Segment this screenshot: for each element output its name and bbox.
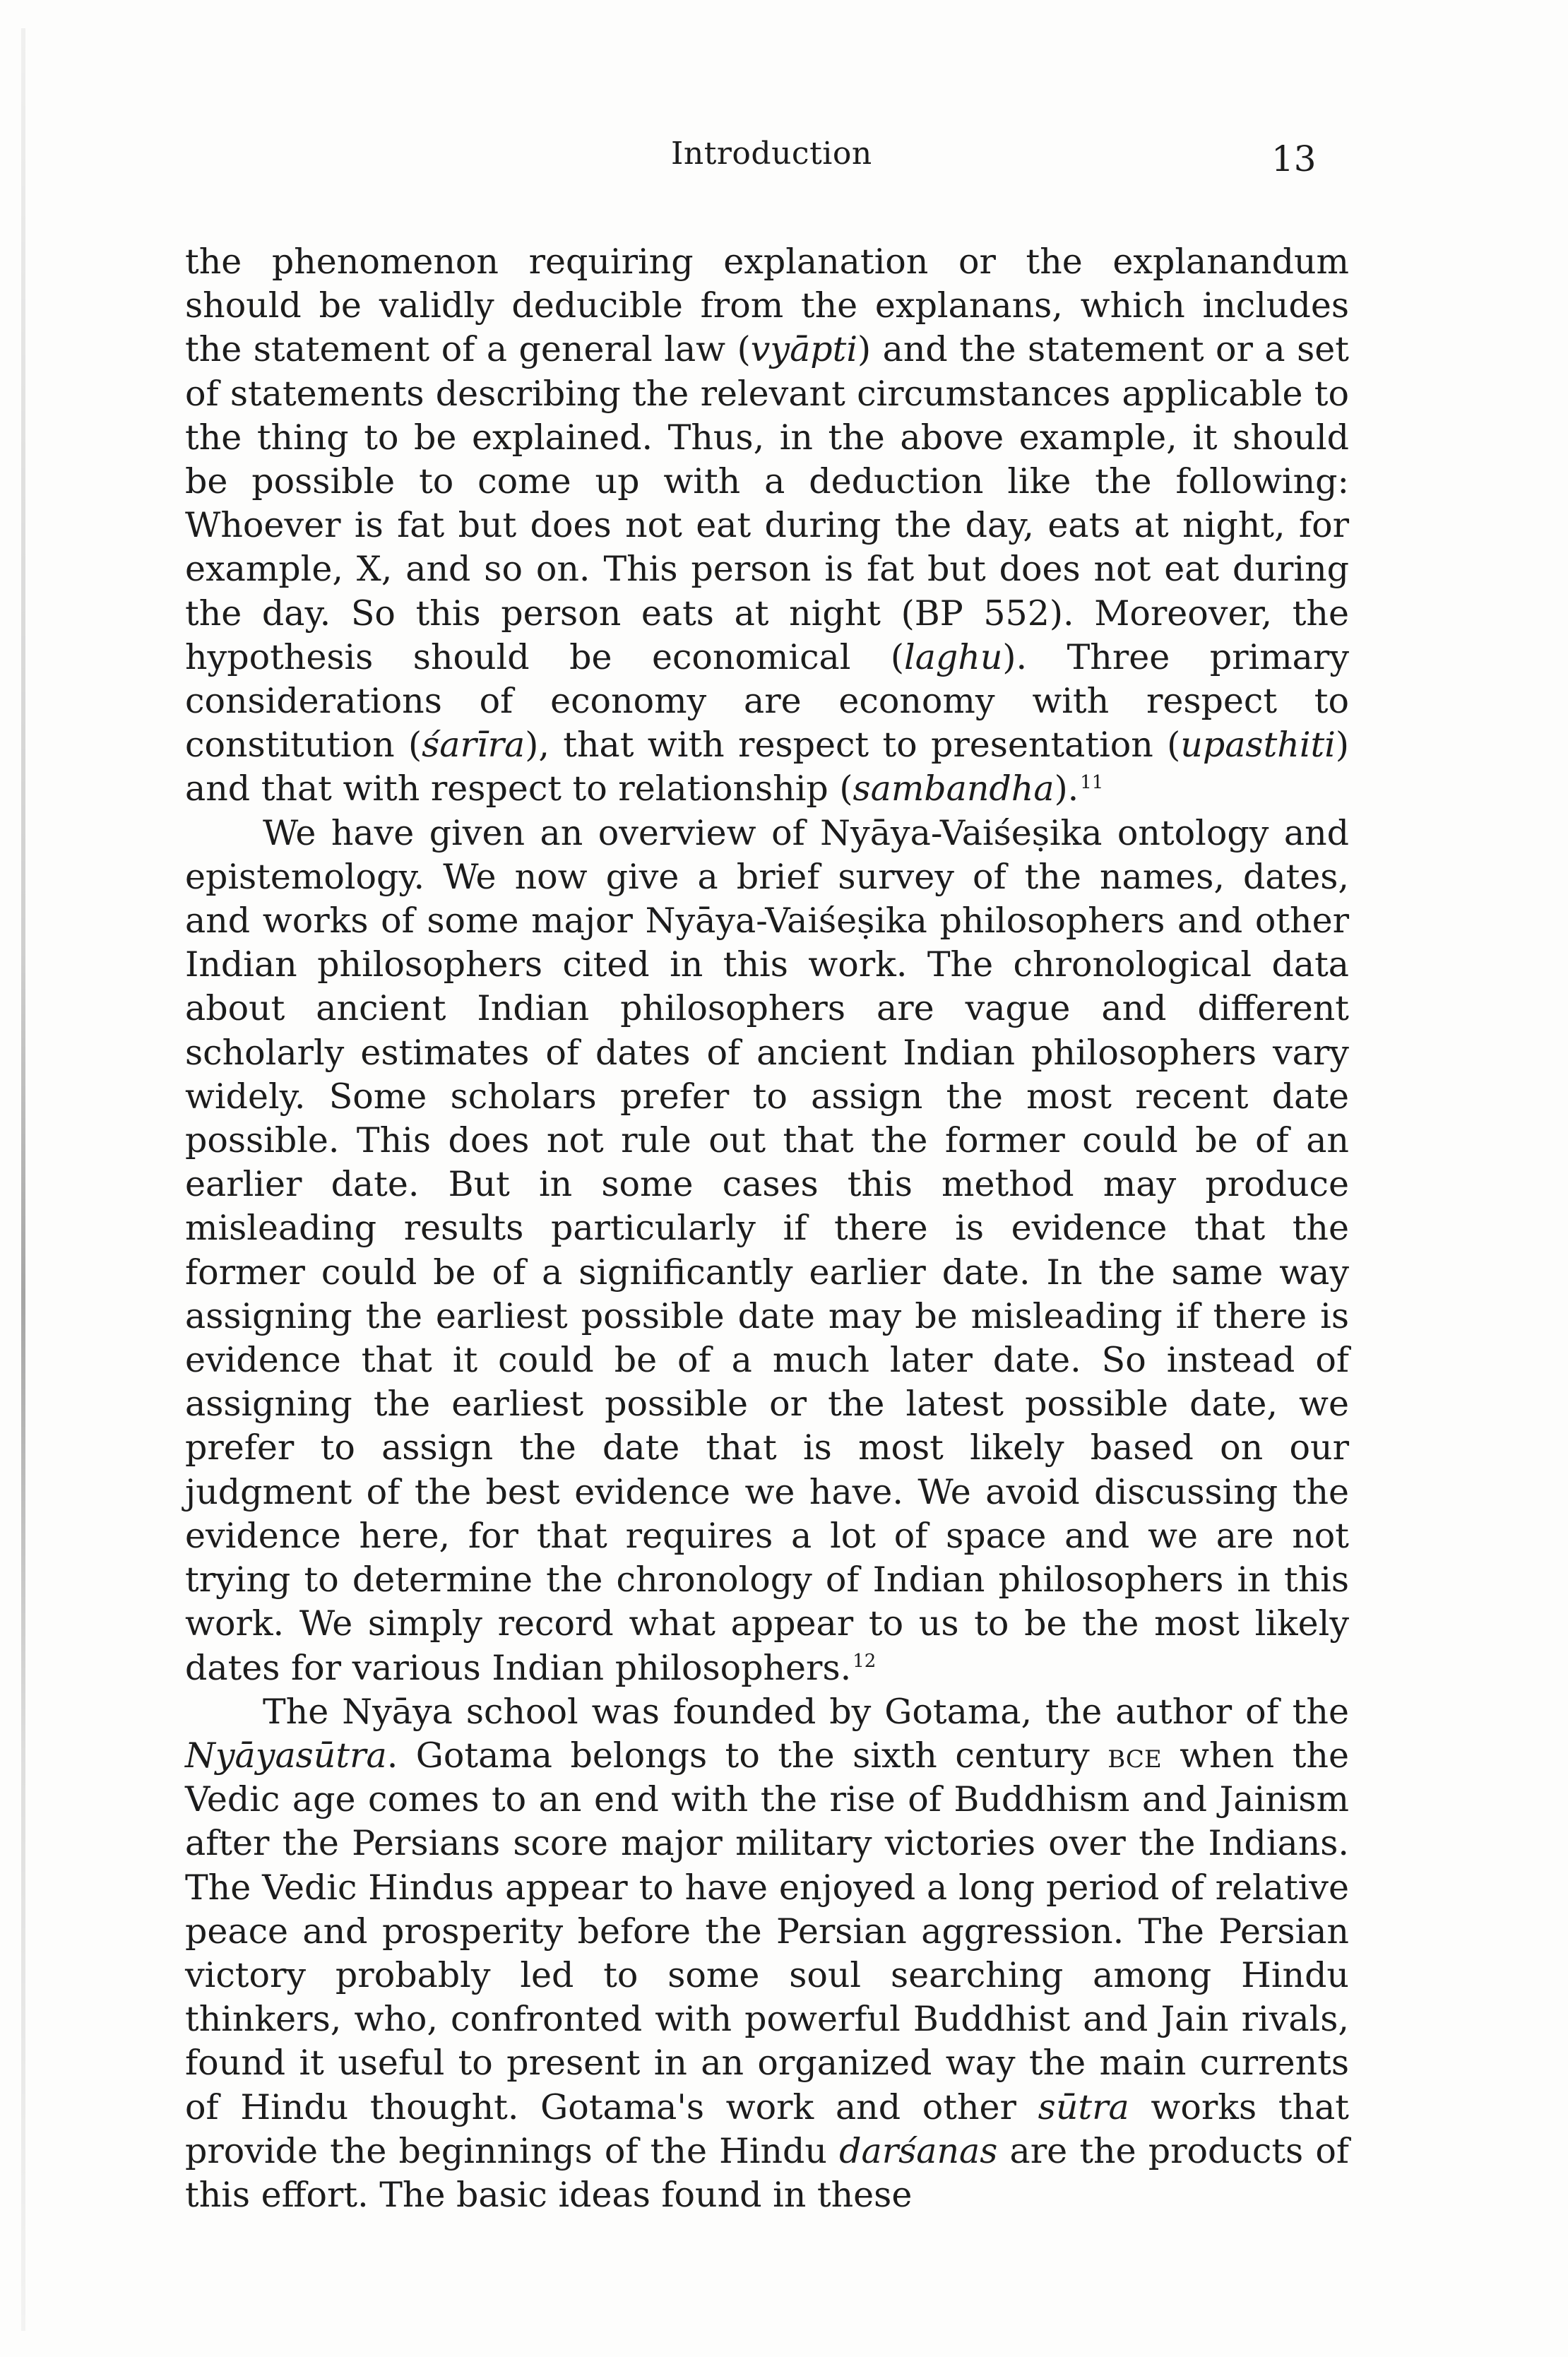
text-run: We have given an overview of Nyāya-Vaiśeṣika ontology and epistemology. We now give a brief survey of the names, dates, and works of some major Nyāya-Vaiśeṣika philosophers and other Indian philosophers cited in this work. The chronological data about ancient Indian philosophers are vague and different scholarly estimates of dates of ancient Indian philosophers vary widely. Some scholars prefer to assign the most recent date possible. This does not rule out that the former could be of an earlier date. But in some cases this method may produce misleading results particularly if there is evidence that the former could be of a significantly earlier date. In the same way assigning the earliest possible date may be misleading if there is evidence that it could be of a much later date. So instead of assigning the earliest possible or the latest possible date, we prefer to assign the date that is most likely based on our judgment of the best evidence we have. We avoid discussing the evidence here, for that requires a lot of space and we are not trying to determine the chronology of Indian philosophers in this work. We simply record what appear to us to be the most likely dates for various Indian philosophers. bbox=[185, 812, 1349, 1688]
italic-term: upasthiti bbox=[1180, 725, 1336, 766]
text-run: are the products of this effort. The basic ideas found in these bbox=[185, 2130, 1349, 2215]
text-run: ). Three primary considerations of economy are economy with respect to constitution ( bbox=[185, 636, 1350, 766]
page-binding-shadow bbox=[21, 28, 25, 2331]
paragraph bbox=[185, 240, 1349, 812]
italic-term: laghu bbox=[904, 636, 1003, 677]
footnote-marker: 12 bbox=[853, 1651, 877, 1673]
text-run: the phenomenon requiring explanation or the explanandum should be validly deducible from the explanans, which includes the statement of a general law ( bbox=[185, 242, 1349, 370]
text-run: ) and that with respect to relationship ( bbox=[185, 725, 1349, 809]
italic-term: śarīra bbox=[422, 725, 525, 766]
paragraph bbox=[185, 1690, 1349, 2217]
small-caps-term: bce bbox=[1107, 1735, 1162, 1776]
paragraph bbox=[185, 812, 1349, 1690]
text-run: ), that with respect to presentation ( bbox=[525, 725, 1181, 766]
footnote-marker: 11 bbox=[1080, 772, 1104, 794]
body-text bbox=[185, 240, 1349, 2217]
italic-term: vyāpti bbox=[750, 329, 858, 370]
italic-term: Nyāyasūtra bbox=[185, 1735, 387, 1776]
text-run: The Nyāya school was founded by Gotama, the author of the bbox=[263, 1691, 1349, 1732]
italic-term: sūtra bbox=[1038, 2086, 1129, 2127]
text-run: . Gotama belongs to the sixth century bbox=[386, 1735, 1108, 1776]
text-run: when the Vedic age comes to an end with the rise of Buddhism and Jainism after the Persians score major military victories over the Indians. The Vedic Hindus appear to have enjoyed a long period of relative peace and prosperity before the Persian aggression. The Persian victory probably led to some soul searching among Hindu thinkers, who, confronted with powerful Buddhist and Jain rivals, found it useful to present in an organized way the main currents of Hindu thought. Gotama's work and other bbox=[185, 1735, 1349, 2127]
italic-term: sambandha bbox=[853, 768, 1055, 809]
text-run: ) and the statement or a set of statements describing the relevant circumstances applicable to the thing to be explained. Thus, in the above example, it should be possible to come up with a deduction like the following: Whoever is fat but does not eat during the day, eats at night, for example, X, and so on. This person is fat but does not eat during the day. So this person eats at night (BP 552). Moreover, the hypothesis should be economical ( bbox=[185, 329, 1349, 677]
running-head: Introduction bbox=[671, 136, 872, 172]
page-number: 13 bbox=[1271, 138, 1317, 179]
italic-term: darśanas bbox=[839, 2130, 998, 2171]
text-run: ). bbox=[1054, 768, 1079, 809]
text-run: works that provide the beginnings of the Hindu bbox=[185, 2086, 1349, 2171]
